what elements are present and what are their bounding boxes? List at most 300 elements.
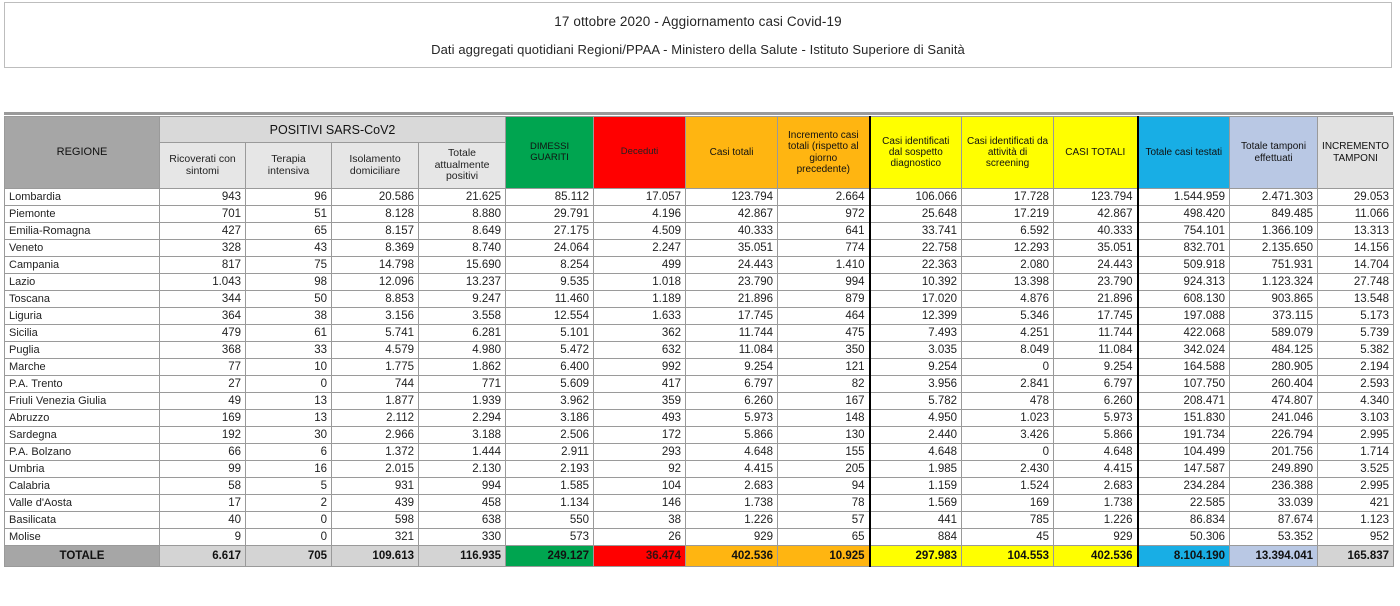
cell-terapia: 6 [246, 444, 332, 461]
cell-sospetto: 4.950 [870, 410, 962, 427]
cell-dimessi: 5.609 [506, 376, 594, 393]
table-row [5, 512, 1394, 529]
cell-testati: 191.734 [1138, 427, 1230, 444]
row-region-label: Toscana [5, 291, 160, 308]
cell-screening: 17.728 [962, 189, 1054, 206]
cell-testati: 608.130 [1138, 291, 1230, 308]
cell-isolamento: 439 [332, 495, 419, 512]
cell-terapia: 30 [246, 427, 332, 444]
cell-deceduti: 17.057 [594, 189, 686, 206]
cell-sospetto: 441 [870, 512, 962, 529]
cell-incremento: 65 [778, 529, 870, 546]
row-region-label: Emilia-Romagna [5, 223, 160, 240]
cell-deceduti: 38 [594, 512, 686, 529]
row-region-label: Sicilia [5, 325, 160, 342]
cell-deceduti: 1.633 [594, 308, 686, 325]
cell-attuali: 8.880 [419, 206, 506, 223]
row-region-label: Piemonte [5, 206, 160, 223]
cell-incr_tamponi: 2.194 [1318, 359, 1394, 376]
cell-dimessi: 9.535 [506, 274, 594, 291]
cell-tamponi: 1.123.324 [1230, 274, 1318, 291]
cell-sospetto: 1.985 [870, 461, 962, 478]
cell-incremento: 155 [778, 444, 870, 461]
cell-sospetto: 10.392 [870, 274, 962, 291]
cell-sospetto: 884 [870, 529, 962, 546]
cell-attuali: 21.625 [419, 189, 506, 206]
cell-deceduti: 172 [594, 427, 686, 444]
cell-screening: 4.251 [962, 325, 1054, 342]
cell-incr_tamponi: 5.739 [1318, 325, 1394, 342]
cell-tamponi: 236.388 [1230, 478, 1318, 495]
cell-attuali: 15.690 [419, 257, 506, 274]
cell-isolamento: 8.128 [332, 206, 419, 223]
cell-casi_totali2: 42.867 [1054, 206, 1138, 223]
page-title: 17 ottobre 2020 - Aggiornamento casi Covid-19 [554, 13, 842, 29]
cell-testati: 342.024 [1138, 342, 1230, 359]
cell-testati: 197.088 [1138, 308, 1230, 325]
cell-screening: 478 [962, 393, 1054, 410]
cell-attuali: 458 [419, 495, 506, 512]
col-header-casi-screening: Casi identificati da attività di screening [962, 117, 1054, 189]
cell-tamponi: 249.890 [1230, 461, 1318, 478]
row-region-label: P.A. Trento [5, 376, 160, 393]
total-casi-totali: 402.536 [686, 546, 778, 567]
table-row [5, 342, 1394, 359]
col-header-isolamento-domiciliare: Isolamento domiciliare [332, 143, 419, 189]
cell-casi_totali2: 4.415 [1054, 461, 1138, 478]
cell-casi_totali: 6.260 [686, 393, 778, 410]
cell-ricoverati: 328 [160, 240, 246, 257]
cell-testati: 164.588 [1138, 359, 1230, 376]
cell-terapia: 13 [246, 393, 332, 410]
cell-isolamento: 5.741 [332, 325, 419, 342]
cell-screening: 2.080 [962, 257, 1054, 274]
covid-table [4, 116, 1394, 567]
cell-isolamento: 931 [332, 478, 419, 495]
cell-attuali: 8.740 [419, 240, 506, 257]
cell-sospetto: 3.035 [870, 342, 962, 359]
cell-casi_totali: 24.443 [686, 257, 778, 274]
cell-incr_tamponi: 3.525 [1318, 461, 1394, 478]
cell-casi_totali2: 4.648 [1054, 444, 1138, 461]
cell-casi_totali: 1.738 [686, 495, 778, 512]
cell-dimessi: 8.254 [506, 257, 594, 274]
cell-terapia: 13 [246, 410, 332, 427]
cell-screening: 13.398 [962, 274, 1054, 291]
table-row [5, 206, 1394, 223]
cell-attuali: 3.558 [419, 308, 506, 325]
cell-screening: 45 [962, 529, 1054, 546]
cell-ricoverati: 49 [160, 393, 246, 410]
cell-casi_totali2: 6.797 [1054, 376, 1138, 393]
cell-isolamento: 1.877 [332, 393, 419, 410]
cell-isolamento: 321 [332, 529, 419, 546]
cell-dimessi: 573 [506, 529, 594, 546]
cell-terapia: 0 [246, 376, 332, 393]
cell-incremento: 148 [778, 410, 870, 427]
cell-incr_tamponi: 421 [1318, 495, 1394, 512]
table-row [5, 274, 1394, 291]
cell-dimessi: 1.585 [506, 478, 594, 495]
cell-ricoverati: 17 [160, 495, 246, 512]
cell-ricoverati: 9 [160, 529, 246, 546]
cell-dimessi: 5.101 [506, 325, 594, 342]
cell-dimessi: 2.193 [506, 461, 594, 478]
cell-isolamento: 598 [332, 512, 419, 529]
cell-incremento: 1.410 [778, 257, 870, 274]
table-row [5, 223, 1394, 240]
table-row [5, 257, 1394, 274]
cell-deceduti: 992 [594, 359, 686, 376]
cell-dimessi: 2.911 [506, 444, 594, 461]
cell-sospetto: 9.254 [870, 359, 962, 376]
cell-incremento: 121 [778, 359, 870, 376]
cell-dimessi: 5.472 [506, 342, 594, 359]
table-row [5, 478, 1394, 495]
cell-tamponi: 373.115 [1230, 308, 1318, 325]
table-foot [5, 546, 1394, 567]
table-row [5, 461, 1394, 478]
cell-sospetto: 106.066 [870, 189, 962, 206]
col-header-casi-totali-2: CASI TOTALI [1054, 117, 1138, 189]
cell-deceduti: 2.247 [594, 240, 686, 257]
cell-isolamento: 3.156 [332, 308, 419, 325]
cell-casi_totali2: 1.738 [1054, 495, 1138, 512]
cell-casi_totali: 929 [686, 529, 778, 546]
cell-ricoverati: 169 [160, 410, 246, 427]
cell-ricoverati: 66 [160, 444, 246, 461]
cell-incremento: 994 [778, 274, 870, 291]
cell-incremento: 130 [778, 427, 870, 444]
cell-deceduti: 293 [594, 444, 686, 461]
cell-ricoverati: 58 [160, 478, 246, 495]
cell-attuali: 330 [419, 529, 506, 546]
cell-ricoverati: 1.043 [160, 274, 246, 291]
total-tamponi: 13.394.041 [1230, 546, 1318, 567]
cell-incr_tamponi: 4.340 [1318, 393, 1394, 410]
cell-ricoverati: 479 [160, 325, 246, 342]
cell-casi_totali2: 40.333 [1054, 223, 1138, 240]
cell-casi_totali2: 11.084 [1054, 342, 1138, 359]
row-region-label: Puglia [5, 342, 160, 359]
table-row [5, 325, 1394, 342]
header-row-group [5, 117, 1394, 143]
row-region-label: Lazio [5, 274, 160, 291]
cell-screening: 169 [962, 495, 1054, 512]
cell-attuali: 2.130 [419, 461, 506, 478]
cell-attuali: 4.980 [419, 342, 506, 359]
cell-isolamento: 1.372 [332, 444, 419, 461]
col-header-deceduti: Deceduti [594, 117, 686, 189]
cell-tamponi: 226.794 [1230, 427, 1318, 444]
cell-sospetto: 3.956 [870, 376, 962, 393]
cell-dimessi: 29.791 [506, 206, 594, 223]
total-row [5, 546, 1394, 567]
cell-sospetto: 22.363 [870, 257, 962, 274]
cell-tamponi: 241.046 [1230, 410, 1318, 427]
col-header-ricoverati: Ricoverati con sintomi [160, 143, 246, 189]
cell-casi_totali2: 5.866 [1054, 427, 1138, 444]
total-casi-totali-2: 402.536 [1054, 546, 1138, 567]
row-region-label: Marche [5, 359, 160, 376]
table-row [5, 393, 1394, 410]
cell-incremento: 464 [778, 308, 870, 325]
cell-incremento: 475 [778, 325, 870, 342]
cell-casi_totali2: 5.973 [1054, 410, 1138, 427]
row-region-label: Lombardia [5, 189, 160, 206]
cell-deceduti: 1.189 [594, 291, 686, 308]
cell-terapia: 33 [246, 342, 332, 359]
cell-sospetto: 1.569 [870, 495, 962, 512]
cell-isolamento: 8.369 [332, 240, 419, 257]
table-row [5, 529, 1394, 546]
table-row [5, 359, 1394, 376]
cell-testati: 1.544.959 [1138, 189, 1230, 206]
cell-testati: 509.918 [1138, 257, 1230, 274]
cell-terapia: 0 [246, 512, 332, 529]
cell-screening: 1.524 [962, 478, 1054, 495]
cell-casi_totali: 17.745 [686, 308, 778, 325]
cell-deceduti: 417 [594, 376, 686, 393]
cell-ricoverati: 40 [160, 512, 246, 529]
cell-tamponi: 1.366.109 [1230, 223, 1318, 240]
cell-casi_totali: 6.797 [686, 376, 778, 393]
table-row [5, 410, 1394, 427]
total-dimessi: 249.127 [506, 546, 594, 567]
cell-casi_totali: 4.648 [686, 444, 778, 461]
row-region-label: P.A. Bolzano [5, 444, 160, 461]
cell-incr_tamponi: 2.995 [1318, 478, 1394, 495]
cell-incr_tamponi: 11.066 [1318, 206, 1394, 223]
table-row [5, 291, 1394, 308]
row-region-label: Molise [5, 529, 160, 546]
cell-isolamento: 20.586 [332, 189, 419, 206]
table-head [5, 117, 1394, 189]
cell-isolamento: 8.853 [332, 291, 419, 308]
cell-terapia: 51 [246, 206, 332, 223]
cell-screening: 1.023 [962, 410, 1054, 427]
table-row [5, 240, 1394, 257]
cell-incremento: 972 [778, 206, 870, 223]
cell-sospetto: 22.758 [870, 240, 962, 257]
cell-attuali: 771 [419, 376, 506, 393]
col-header-casi-totali: Casi totali [686, 117, 778, 189]
table-row [5, 427, 1394, 444]
col-header-totale-attualmente-positivi: Totale attualmente positivi [419, 143, 506, 189]
total-incremento-tamponi: 165.837 [1318, 546, 1394, 567]
cell-sospetto: 4.648 [870, 444, 962, 461]
cell-ricoverati: 368 [160, 342, 246, 359]
row-region-label: Friuli Venezia Giulia [5, 393, 160, 410]
cell-incr_tamponi: 5.173 [1318, 308, 1394, 325]
row-region-label: Umbria [5, 461, 160, 478]
cell-incremento: 94 [778, 478, 870, 495]
cell-casi_totali2: 24.443 [1054, 257, 1138, 274]
cell-terapia: 50 [246, 291, 332, 308]
cell-incr_tamponi: 1.714 [1318, 444, 1394, 461]
cell-deceduti: 4.196 [594, 206, 686, 223]
cell-sospetto: 33.741 [870, 223, 962, 240]
row-region-label: Valle d'Aosta [5, 495, 160, 512]
cell-incr_tamponi: 27.748 [1318, 274, 1394, 291]
col-header-terapia-intensiva: Terapia intensiva [246, 143, 332, 189]
cell-isolamento: 12.096 [332, 274, 419, 291]
total-incremento: 10.925 [778, 546, 870, 567]
table-row [5, 495, 1394, 512]
cell-deceduti: 499 [594, 257, 686, 274]
cell-dimessi: 2.506 [506, 427, 594, 444]
cell-attuali: 8.649 [419, 223, 506, 240]
cell-testati: 422.068 [1138, 325, 1230, 342]
cell-screening: 17.219 [962, 206, 1054, 223]
covid-table-wrap [4, 116, 1393, 567]
cell-casi_totali: 5.866 [686, 427, 778, 444]
cell-incremento: 167 [778, 393, 870, 410]
row-region-label: Campania [5, 257, 160, 274]
cell-casi_totali: 21.896 [686, 291, 778, 308]
cell-casi_totali2: 123.794 [1054, 189, 1138, 206]
cell-ricoverati: 943 [160, 189, 246, 206]
cell-dimessi: 1.134 [506, 495, 594, 512]
col-header-incremento-casi-totali: Incremento casi totali (rispetto al giorno precedente) [778, 117, 870, 189]
cell-tamponi: 87.674 [1230, 512, 1318, 529]
cell-testati: 498.420 [1138, 206, 1230, 223]
cell-isolamento: 2.966 [332, 427, 419, 444]
cell-incremento: 2.664 [778, 189, 870, 206]
cell-attuali: 1.939 [419, 393, 506, 410]
cell-casi_totali2: 2.683 [1054, 478, 1138, 495]
col-group-positivi: POSITIVI SARS-CoV2 [160, 117, 506, 143]
cell-testati: 924.313 [1138, 274, 1230, 291]
table-row [5, 189, 1394, 206]
cell-incremento: 57 [778, 512, 870, 529]
cell-casi_totali2: 6.260 [1054, 393, 1138, 410]
cell-attuali: 13.237 [419, 274, 506, 291]
cell-testati: 104.499 [1138, 444, 1230, 461]
cell-screening: 8.049 [962, 342, 1054, 359]
cell-attuali: 3.188 [419, 427, 506, 444]
cell-incr_tamponi: 2.593 [1318, 376, 1394, 393]
table-row [5, 376, 1394, 393]
cell-tamponi: 751.931 [1230, 257, 1318, 274]
cell-tamponi: 2.471.303 [1230, 189, 1318, 206]
cell-casi_totali: 11.744 [686, 325, 778, 342]
col-header-totale-casi-testati: Totale casi testati [1138, 117, 1230, 189]
cell-dimessi: 6.400 [506, 359, 594, 376]
cell-deceduti: 146 [594, 495, 686, 512]
cell-testati: 22.585 [1138, 495, 1230, 512]
total-attuali: 116.935 [419, 546, 506, 567]
cell-deceduti: 632 [594, 342, 686, 359]
cell-tamponi: 903.865 [1230, 291, 1318, 308]
cell-screening: 785 [962, 512, 1054, 529]
cell-incremento: 641 [778, 223, 870, 240]
cell-attuali: 9.247 [419, 291, 506, 308]
cell-incremento: 82 [778, 376, 870, 393]
cell-isolamento: 14.798 [332, 257, 419, 274]
total-isolamento: 109.613 [332, 546, 419, 567]
cell-terapia: 2 [246, 495, 332, 512]
cell-casi_totali2: 35.051 [1054, 240, 1138, 257]
cell-incr_tamponi: 13.313 [1318, 223, 1394, 240]
cell-casi_totali: 11.084 [686, 342, 778, 359]
cell-tamponi: 2.135.650 [1230, 240, 1318, 257]
cell-ricoverati: 27 [160, 376, 246, 393]
cell-sospetto: 5.782 [870, 393, 962, 410]
cell-terapia: 65 [246, 223, 332, 240]
cell-testati: 107.750 [1138, 376, 1230, 393]
cell-incr_tamponi: 29.053 [1318, 189, 1394, 206]
cell-attuali: 994 [419, 478, 506, 495]
cell-deceduti: 4.509 [594, 223, 686, 240]
cell-isolamento: 1.775 [332, 359, 419, 376]
cell-attuali: 1.862 [419, 359, 506, 376]
row-region-label: Liguria [5, 308, 160, 325]
cell-terapia: 5 [246, 478, 332, 495]
cell-incr_tamponi: 952 [1318, 529, 1394, 546]
table-row [5, 444, 1394, 461]
cell-casi_totali: 35.051 [686, 240, 778, 257]
cell-isolamento: 2.015 [332, 461, 419, 478]
cell-casi_totali: 4.415 [686, 461, 778, 478]
cell-ricoverati: 192 [160, 427, 246, 444]
cell-incr_tamponi: 5.382 [1318, 342, 1394, 359]
cell-attuali: 638 [419, 512, 506, 529]
cell-screening: 6.592 [962, 223, 1054, 240]
cell-casi_totali: 5.973 [686, 410, 778, 427]
cell-casi_totali2: 1.226 [1054, 512, 1138, 529]
cell-screening: 5.346 [962, 308, 1054, 325]
cell-testati: 50.306 [1138, 529, 1230, 546]
cell-dimessi: 11.460 [506, 291, 594, 308]
cell-screening: 4.876 [962, 291, 1054, 308]
cell-dimessi: 85.112 [506, 189, 594, 206]
cell-deceduti: 1.018 [594, 274, 686, 291]
col-header-regione: REGIONE [5, 117, 160, 189]
page-subtitle: Dati aggregati quotidiani Regioni/PPAA - Ministero della Salute - Istituto Superiore di Sanità [431, 41, 965, 57]
cell-dimessi: 12.554 [506, 308, 594, 325]
cell-incremento: 774 [778, 240, 870, 257]
table-body [5, 189, 1394, 546]
col-header-totale-tamponi: Totale tamponi effettuati [1230, 117, 1318, 189]
cell-deceduti: 104 [594, 478, 686, 495]
cell-screening: 0 [962, 444, 1054, 461]
row-region-label: Sardegna [5, 427, 160, 444]
col-header-dimessi-guariti: DIMESSI GUARITI [506, 117, 594, 189]
total-terapia: 705 [246, 546, 332, 567]
cell-sospetto: 7.493 [870, 325, 962, 342]
cell-tamponi: 33.039 [1230, 495, 1318, 512]
cell-casi_totali2: 11.744 [1054, 325, 1138, 342]
cell-sospetto: 17.020 [870, 291, 962, 308]
cell-tamponi: 589.079 [1230, 325, 1318, 342]
cell-terapia: 16 [246, 461, 332, 478]
cell-casi_totali2: 929 [1054, 529, 1138, 546]
cell-tamponi: 484.125 [1230, 342, 1318, 359]
cell-terapia: 75 [246, 257, 332, 274]
cell-terapia: 61 [246, 325, 332, 342]
cell-testati: 86.834 [1138, 512, 1230, 529]
cell-casi_totali2: 23.790 [1054, 274, 1138, 291]
cell-tamponi: 474.807 [1230, 393, 1318, 410]
cell-casi_totali: 2.683 [686, 478, 778, 495]
cell-casi_totali2: 9.254 [1054, 359, 1138, 376]
cell-casi_totali: 9.254 [686, 359, 778, 376]
cell-dimessi: 550 [506, 512, 594, 529]
cell-incremento: 879 [778, 291, 870, 308]
cell-dimessi: 3.186 [506, 410, 594, 427]
cell-attuali: 6.281 [419, 325, 506, 342]
